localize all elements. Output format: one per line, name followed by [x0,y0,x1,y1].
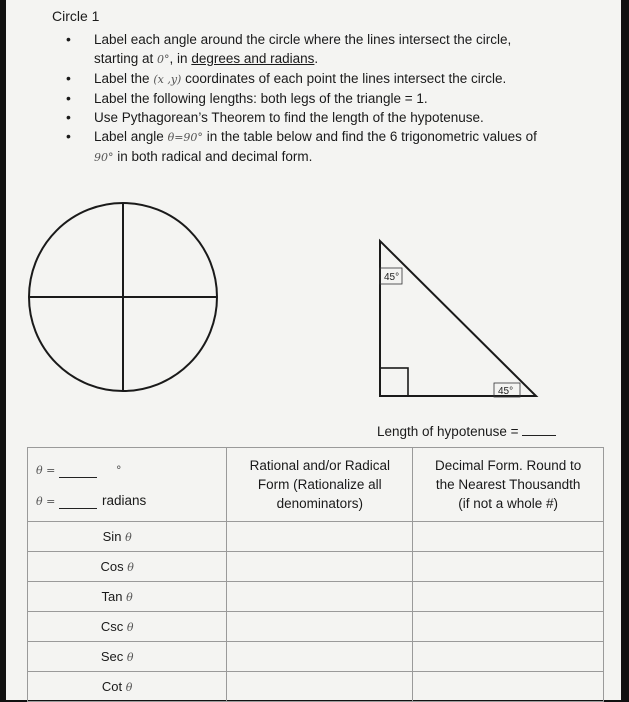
fn-name: Sec [100,649,124,664]
theta-cell [28,448,227,522]
triangle-outline [380,241,536,396]
instruction-5-angle: θ=90° [167,131,203,144]
theta-radians-line [36,493,146,509]
theta-degrees-blank[interactable] [59,463,97,478]
tan-label [28,582,227,612]
bottom-angle-label: 45° [498,386,514,397]
fn-name: Cot [101,679,123,694]
instruction-2 [64,69,614,89]
radical-header-line1: Rational and/or Radical [249,458,390,473]
instruction-4 [64,108,614,127]
fn-name: Sin [102,529,122,544]
instruction-5-angle-2: 90° [94,151,114,164]
top-angle-box [380,268,402,284]
cot-radical-cell[interactable] [227,672,413,702]
instruction-1-underlined: degrees and radians [191,51,315,66]
trig-table [27,447,604,702]
fn-name: Csc [100,619,124,634]
theta-radians-prefix: θ = [36,495,56,508]
sec-decimal-cell[interactable] [413,642,604,672]
theta-radians-blank[interactable] [59,494,97,509]
fn-var: θ [126,621,134,634]
decimal-header-line3: (if not a whole #) [458,496,559,511]
instruction-1-period: . [314,51,319,66]
unit-circle [29,203,217,391]
sin-radical-cell[interactable] [227,522,413,552]
fn-name: Tan [101,589,123,604]
instruction-1-comma: , in [169,51,188,66]
fn-var: θ [126,591,133,604]
instruction-5 [64,127,614,167]
right-triangle [380,241,536,397]
csc-label [28,612,227,642]
cot-label [28,672,227,702]
circle-outline [29,203,217,391]
radical-header-line2: Form (Rationalize all [257,477,382,492]
top-angle-label: 45° [384,272,400,283]
instruction-4-text: Use Pythagorean’s Theorem to find the length of the hypotenuse. [94,110,484,125]
fn-var: θ [125,531,132,544]
tan-radical-cell[interactable] [227,582,413,612]
instruction-1-line1: Label each angle around the circle where the lines intersect the circle, [94,32,512,47]
fn-var: θ [127,561,134,574]
radical-header-line3: denominators) [276,496,363,511]
hypotenuse-length [377,423,556,439]
theta-degrees-suffix: ° [116,464,122,477]
instruction-2-coordinate: (x ,y) [153,73,182,86]
bottom-angle-box [494,383,520,397]
worksheet-title: Circle 1 [52,8,100,24]
table-header-row [28,448,604,522]
fn-var: θ [125,681,133,694]
csc-decimal-cell[interactable] [413,612,604,642]
fn-var: θ [126,651,134,664]
sin-label [28,522,227,552]
right-angle-marker [380,368,408,396]
decimal-header-line1: Decimal Form. Round to [434,458,582,473]
instruction-5-line2: in both radical and decimal form. [117,149,313,164]
table-row [28,582,604,612]
decimal-header-line2: the Nearest Thousandth [435,477,581,492]
cos-radical-cell[interactable] [227,552,413,582]
cos-label [28,552,227,582]
sec-radical-cell[interactable] [227,642,413,672]
instruction-list [64,30,614,167]
table-row [28,522,604,552]
theta-radians-suffix: radians [102,493,147,508]
worksheet-page [6,0,621,700]
instruction-2-suffix: coordinates of each point the lines intersect the circle. [185,71,507,86]
table-row [28,672,604,702]
instruction-1 [64,30,614,69]
tan-decimal-cell[interactable] [413,582,604,612]
instruction-3 [64,89,614,108]
instruction-5-prefix: Label angle [94,129,164,144]
sec-label [28,642,227,672]
theta-degrees-line [36,463,122,478]
table-row [28,552,604,582]
sin-decimal-cell[interactable] [413,522,604,552]
cos-decimal-cell[interactable] [413,552,604,582]
instruction-1-degree: 0° [157,53,170,66]
radical-form-header [227,448,413,522]
table-row [28,642,604,672]
instruction-5-suffix: in the table below and find the 6 trigonometric values of [206,129,537,144]
instruction-1-prefix: starting at [94,51,154,66]
theta-degrees-prefix: θ = [36,464,56,477]
hypotenuse-label: Length of hypotenuse = [377,424,519,439]
table-row [28,612,604,642]
instruction-2-prefix: Label the [94,71,150,86]
decimal-form-header [413,448,604,522]
csc-radical-cell[interactable] [227,612,413,642]
cot-decimal-cell[interactable] [413,672,604,702]
fn-name: Cos [100,559,124,574]
hypotenuse-blank[interactable] [522,423,556,436]
instruction-3-text: Label the following lengths: both legs of the triangle = 1. [94,91,428,106]
